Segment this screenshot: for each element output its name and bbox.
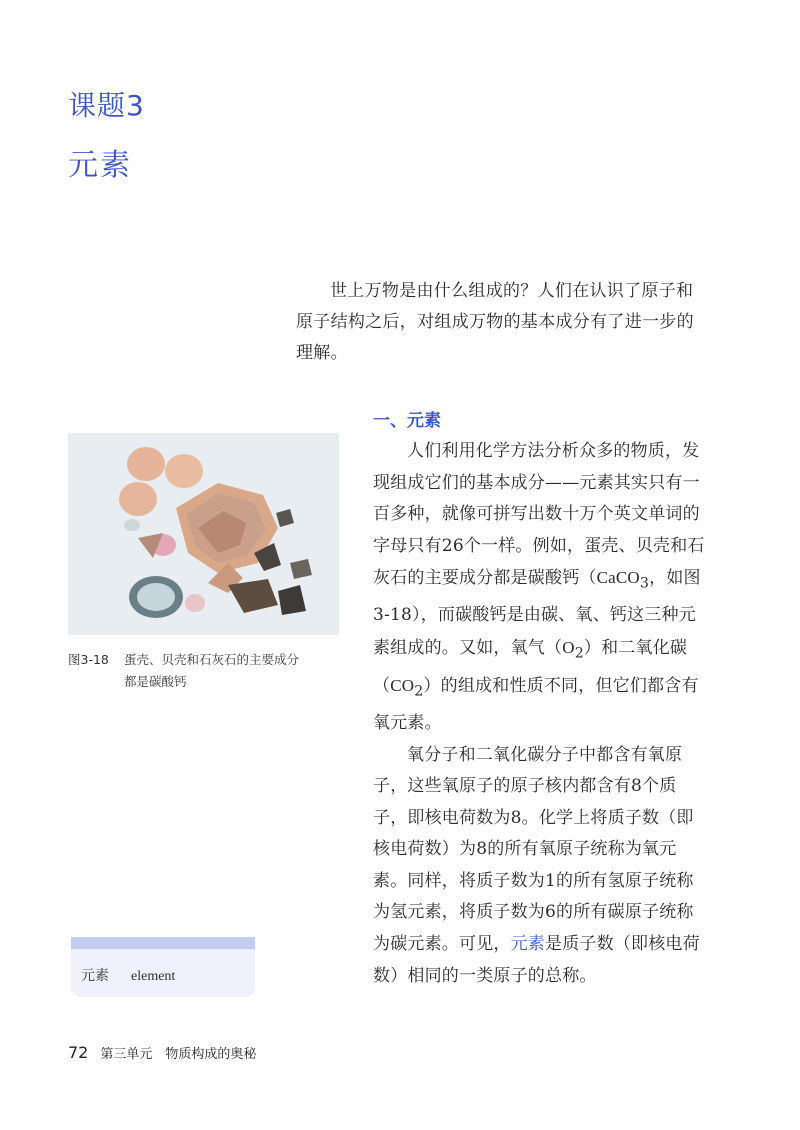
glossary-box <box>71 937 255 997</box>
subscript-2: 2 <box>414 683 424 700</box>
body-paragraph-1 <box>373 436 708 740</box>
glossary-row <box>71 949 255 985</box>
figure-caption <box>68 649 338 693</box>
lesson-number: 课题3 <box>68 89 145 122</box>
caption-text-1: 蛋壳、贝壳和石灰石的主要成分 <box>124 652 300 667</box>
subscript-2: 2 <box>574 645 584 662</box>
glossary-term-cn: 元素 <box>81 968 109 984</box>
formula-o2: O <box>562 637 575 657</box>
p2-end: 是质子数（即核电荷数）相同的一类原子的总称。 <box>373 934 700 986</box>
shells-eggs-illustration <box>68 433 339 635</box>
p1-mid2: ）和二氧化碳（ <box>373 637 688 696</box>
shells-eggs-photo <box>68 433 339 635</box>
formula-co2: CO <box>390 675 415 695</box>
lesson-title: 元素 <box>68 148 132 183</box>
intro-text: 世上万物是由什么组成的？人们在认识了原子和原子结构之后，对组成万物的基本成分有了进一步的理解。 <box>296 281 694 363</box>
p1-mid: ，如图3-18），而碳酸钙是由碳、氧、钙这三种元素组成的。又如，氧气（ <box>373 568 701 658</box>
p1-end: ）的组成和性质不同，但它们都含有氧元素。 <box>373 675 699 733</box>
page-number: 72 <box>68 1043 89 1062</box>
caption-line-1 <box>68 649 338 671</box>
caption-text-2: 都是碳酸钙 <box>124 674 187 689</box>
subscript-3: 3 <box>639 575 650 592</box>
p1-text: 人们利用化学方法分析众多的物质，发现组成它们的基本成分——元素其实只有一百多种，就像可拼写出数十万个英文单词的字母只有26个一样。例如，蛋壳、贝壳和石灰石的主要成分都是碳酸钙（ <box>373 441 705 589</box>
page-footer <box>68 1043 256 1062</box>
keyword-element: 元素 <box>510 934 546 955</box>
section-heading: 一、元素 <box>373 411 441 431</box>
glossary-bar <box>71 937 255 949</box>
glossary-term-en: element <box>131 969 176 984</box>
p2-text: 氧分子和二氧化碳分子中都含有氧原子，这些氧原子的原子核内都含有8个质子，即核电荷数为8。化学上将质子数（即核电荷数）为8的所有氧原子统称为氧元素。同样，将质子数为1的所有氢原子统称为氢元素，将质子数为6的所有碳原子统称为碳元素。可见， <box>373 744 694 955</box>
body-text <box>373 436 708 992</box>
intro-paragraph <box>296 276 706 369</box>
body-paragraph-2 <box>373 740 708 993</box>
figure-number: 图3-18 <box>68 652 109 667</box>
unit-title: 第三单元 物质构成的奥秘 <box>100 1047 257 1062</box>
formula-caco3: CaCO <box>596 568 640 588</box>
